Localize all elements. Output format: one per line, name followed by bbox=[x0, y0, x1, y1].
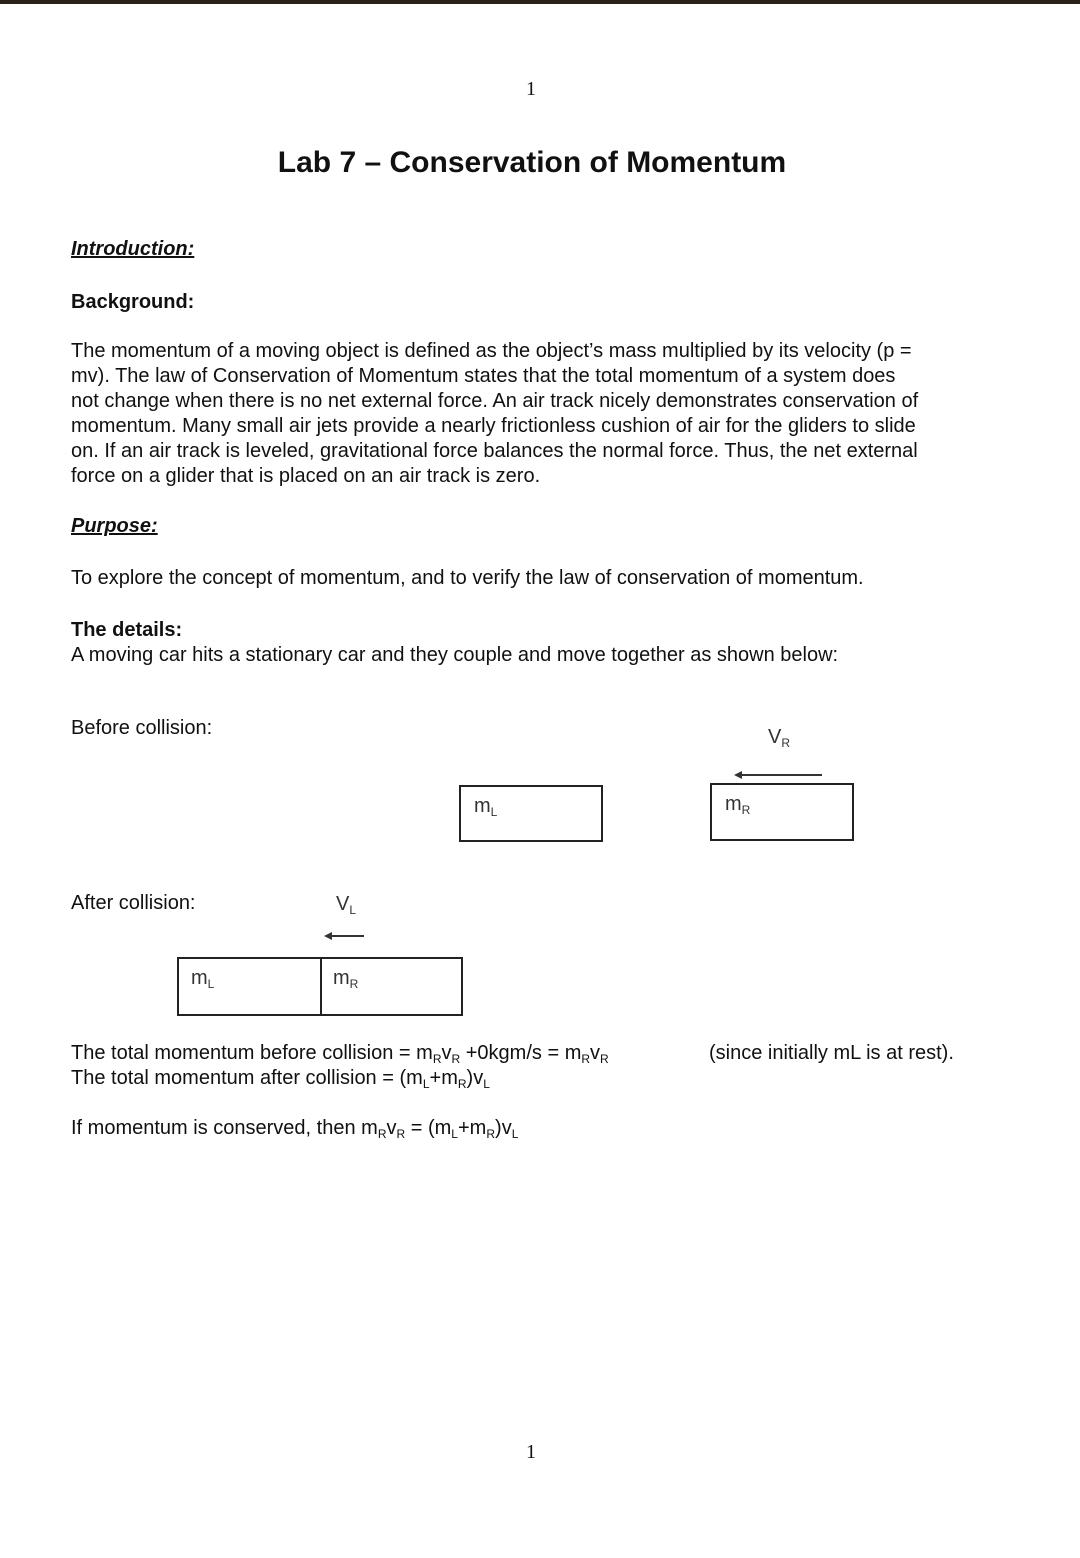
eq-text: ) bbox=[466, 1067, 474, 1089]
velocity-symbol: V bbox=[336, 893, 350, 915]
cart-divider bbox=[320, 959, 322, 1014]
velocity-subscript: L bbox=[349, 903, 357, 917]
cart-right-before bbox=[710, 783, 854, 841]
introduction-heading: Introduction: bbox=[71, 238, 195, 260]
eq-text: + bbox=[457, 1117, 470, 1139]
eq-sub: L bbox=[511, 1127, 519, 1141]
purpose-heading: Purpose: bbox=[71, 515, 158, 537]
eq-var: v bbox=[386, 1117, 397, 1139]
eq-var: m bbox=[441, 1067, 458, 1089]
eq-sub: L bbox=[422, 1077, 430, 1091]
eq-var: m bbox=[406, 1067, 423, 1089]
page-number-bottom: 1 bbox=[526, 1441, 536, 1463]
eq-sub: R bbox=[457, 1077, 467, 1091]
background-line: mv). The law of Conservation of Momentum states that the total momentum of a system does bbox=[71, 365, 896, 387]
arrow-left-icon bbox=[736, 774, 822, 776]
eq-var: v bbox=[590, 1042, 601, 1064]
eq-var: m bbox=[469, 1117, 487, 1139]
eq-sub: R bbox=[377, 1127, 387, 1141]
velocity-symbol: V bbox=[768, 726, 782, 748]
eq-var: v bbox=[473, 1067, 484, 1089]
arrow-left-icon bbox=[326, 935, 364, 937]
mass-subscript: L bbox=[490, 805, 498, 819]
eq-text: ) bbox=[495, 1117, 502, 1139]
page-number-top: 1 bbox=[526, 78, 536, 100]
equation-after bbox=[71, 1067, 490, 1091]
equation-before-note: (since initially mL is at rest). bbox=[709, 1042, 954, 1064]
eq-var: m bbox=[361, 1117, 378, 1139]
velocity-left-label bbox=[336, 893, 356, 917]
background-line: The momentum of a moving object is defined as the object’s mass multiplied by its velocity (p = bbox=[71, 340, 912, 362]
cart-left-label bbox=[474, 795, 497, 819]
eq-sub: R bbox=[432, 1052, 442, 1066]
eq-sub: R bbox=[451, 1052, 461, 1066]
eq-sub: L bbox=[483, 1077, 490, 1091]
cart-right-label bbox=[725, 793, 750, 817]
background-line: force on a glider that is placed on an air track is zero. bbox=[71, 465, 541, 487]
top-border bbox=[0, 0, 1080, 4]
background-line: momentum. Many small air jets provide a nearly frictionless cushion of air for the gliders to slide bbox=[71, 415, 916, 437]
eq-sub: R bbox=[486, 1127, 496, 1141]
eq-var: m bbox=[416, 1042, 433, 1064]
before-collision-label: Before collision: bbox=[71, 717, 213, 739]
mass-symbol: m bbox=[191, 967, 208, 989]
eq-text: ( bbox=[399, 1067, 407, 1089]
details-text: A moving car hits a stationary car and they couple and move together as shown below: bbox=[71, 644, 839, 666]
mass-symbol: m bbox=[474, 795, 491, 817]
eq-text: + bbox=[429, 1067, 442, 1089]
eq-sub: R bbox=[581, 1052, 591, 1066]
eq-sub: R bbox=[600, 1052, 609, 1066]
eq-var: m bbox=[564, 1042, 582, 1064]
mass-subscript: R bbox=[349, 977, 359, 991]
mass-subscript: L bbox=[207, 977, 215, 991]
eq-text: = bbox=[405, 1117, 428, 1139]
eq-text: +0kgm/s = bbox=[460, 1042, 565, 1064]
velocity-right-label bbox=[768, 726, 790, 750]
mass-symbol: m bbox=[725, 793, 742, 815]
velocity-subscript: R bbox=[781, 736, 791, 750]
coupled-carts bbox=[177, 957, 463, 1016]
cart-right-label bbox=[333, 967, 358, 991]
page-title: Lab 7 – Conservation of Momentum bbox=[277, 146, 787, 179]
eq-text: ( bbox=[427, 1117, 435, 1139]
background-heading: Background: bbox=[71, 291, 195, 313]
equation-conserved bbox=[71, 1117, 518, 1141]
eq-sub: R bbox=[396, 1127, 406, 1141]
eq-var: v bbox=[501, 1117, 512, 1139]
after-collision-label: After collision: bbox=[71, 892, 196, 914]
background-line: on. If an air track is leveled, gravitational force balances the normal force. Thus, the net external bbox=[71, 440, 918, 462]
eq-sub: L bbox=[451, 1127, 458, 1141]
eq-var: m bbox=[434, 1117, 452, 1139]
purpose-text: To explore the concept of momentum, and to verify the law of conservation of momentum. bbox=[71, 567, 864, 589]
mass-symbol: m bbox=[333, 967, 350, 989]
cart-left-label bbox=[191, 967, 214, 991]
mass-subscript: R bbox=[741, 803, 751, 817]
details-heading: The details: bbox=[71, 619, 183, 641]
background-line: not change when there is no net external force. An air track nicely demonstrates conservation of bbox=[71, 390, 919, 412]
eq-var: v bbox=[441, 1042, 452, 1064]
eq-text: If momentum is conserved, then bbox=[71, 1117, 362, 1139]
eq-text: The total momentum before collision = bbox=[71, 1042, 417, 1064]
background-paragraph bbox=[71, 339, 1001, 489]
cart-left-before bbox=[459, 785, 603, 842]
eq-text: The total momentum after collision = bbox=[71, 1067, 400, 1089]
equation-before bbox=[71, 1042, 609, 1066]
